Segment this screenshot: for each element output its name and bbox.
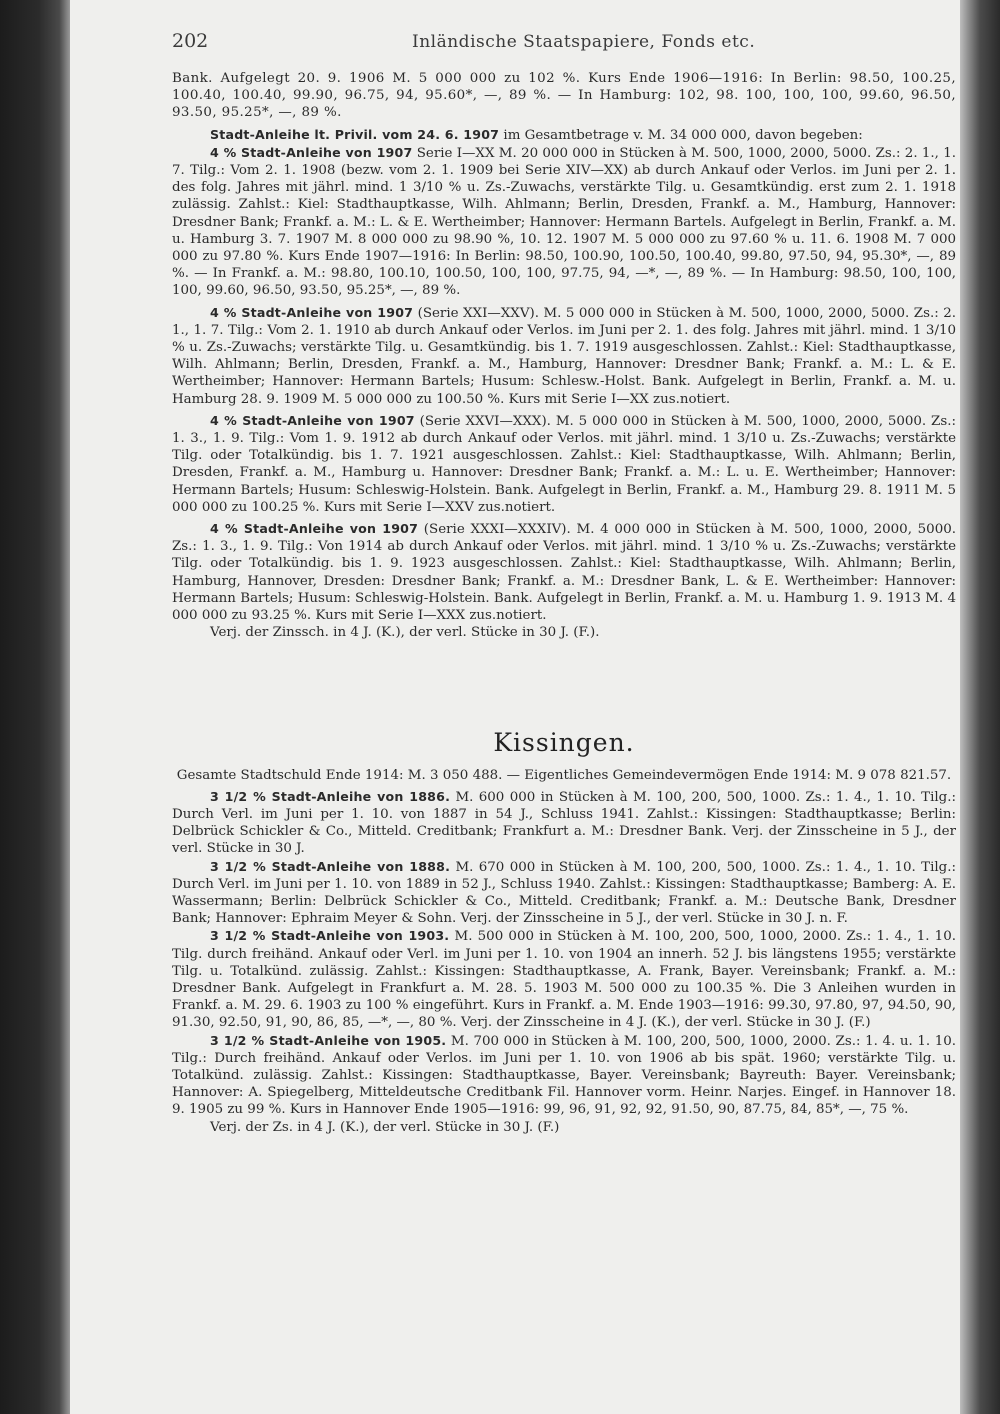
loan-kissingen-1886 <box>172 788 956 858</box>
privil-title: Stadt-Anleihe lt. Privil. vom 24. 6. 1907 <box>210 126 500 142</box>
loan2-text: (Serie XXI—XXV). M. 5 000 000 in Stücken à M. 500, 1000, 2000, 5000. Zs.: 2. 1., 1. 7. Tilg.: Vom 2. 1. 1910 ab durch Ankauf oder Verlos. im Juni per 2. 1. des folg. Jahres mit jährl. mind. 1 3/10 % u. Zs.-Zuwachs; verstärkte Tilg. u. Gesamtkündig. bis 1. 7. 1919 ausgeschlossen. Zahlst.: Kiel: Stadthauptkasse, Wilh. Ahlmann; Berlin, Dresden, Frankf. a. M., Hamburg, Hannover: Dresdner Bank; Frankf. a. M.: L. & E. Wertheimber; Hannover: Hermann Bartels; Husum: Schlesw.-Holst. Bank. Aufgelegt in Berlin, Frankf. a. M. u. Hamburg 28. 9. 1909 M. 5 000 000 zu 100.50 %. Kurs mit Serie I—XX zus.notiert. <box>172 305 956 407</box>
loan-1907-xxvi-xxx <box>172 412 956 516</box>
loan-kissingen-1903 <box>172 927 956 1031</box>
loan3-title: 4 % Stadt-Anleihe von 1907 <box>210 412 415 428</box>
loan4-title: 4 % Stadt-Anleihe von 1907 <box>210 521 419 537</box>
city-heading: Kissingen. <box>493 727 635 757</box>
privil-paragraph <box>172 126 956 144</box>
k1888-title: 3 1/2 % Stadt-Anleihe von 1888. <box>210 858 451 874</box>
k1905-title: 3 1/2 % Stadt-Anleihe von 1905. <box>210 1032 447 1048</box>
loan-1907-xxxi-xxxiv <box>172 520 956 624</box>
scan-right-margin <box>960 0 1000 1414</box>
loan2-title: 4 % Stadt-Anleihe von 1907 <box>210 304 414 320</box>
k1888-text: M. 670 000 in Stücken à M. 100, 200, 500, 1000. Zs.: 1. 4., 1. 10. Tilg.: Durch Verl. im Juni per 1. 10. von 1889 in 52 J., Schluss 1940. Zahlst.: Kissingen: Stadthauptkasse; Bamberg: A. E. Wassermann; Berlin: Delbrück Schickler & Co., Mitteld. Creditbank; Frankf. a. M.: Deutsche Bank, Dresdner Bank; Hannover: Ephraim Meyer & Sohn. Verj. der Zinsscheine in 5 J., der verl. Stücke in 30 J. n. F. <box>172 859 956 927</box>
loan4-text: (Serie XXXI—XXXIV). M. 4 000 000 in Stücken à M. 500, 1000, 2000, 5000. Zs.: 1. 3., 1. 9. Tilg.: Von 1914 ab durch Ankauf oder Verlos. mit jährl. mind. 1 3/10 % u. Zs.-Zuwachs; verstärkte Tilg. oder Totalkündig. bis 1. 9. 1923 ausgeschlossen. Zahlst.: Kiel: Stadthauptkasse, Wilh. Ahlmann; Berlin, Hamburg, Hannover, Dresden: Dresdner Bank; Frankf. a. M.: Dresdner Bank, L. & E. Wertheimber: Hannover: Hermann Bartels; Husum: Schleswig-Holstein. Bank. Aufgelegt in Berlin, Frankf. a. M. u. Hamburg 1. 9. 1913 M. 4 000 000 zu 93.25 %. Kurs mit Serie I—XXX zus.notiert. <box>172 522 956 624</box>
bank-notice: Bank. Aufgelegt 20. 9. 1906 M. 5 000 000 zu 102 %. Kurs Ende 1906—1916: In Berlin: 98.50, 100.25, 100.40, 100.40, 99.90, 96.75, 94, 95.60*, —, 89 %. — In Hamburg: 102, 98. 100, 100, 100, 99.60, 96.50, 93.50, 95.25*, —, 89 %. <box>172 71 956 121</box>
k1903-title: 3 1/2 % Stadt-Anleihe von 1903. <box>210 928 450 944</box>
page-content <box>172 70 956 1410</box>
loan1-text: Serie I—XX M. 20 000 000 in Stücken à M. 500, 1000, 2000, 5000. Zs.: 2. 1., 1. 7. Tilg.: Vom 2. 1. 1908 (bezw. vom 2. 1. 1909 bei Serie XIV—XX) ab durch Ankauf oder Verlos. im Juni per 2. 1. des folg. Jahres mit jährl. mind. 1 3/10 % u. Zs.-Zuwachs, verstärkte Tilg. u. Gesamtkündig. erst zum 2. 1. 1918 zulässig. Zahlst.: Kiel: Stadthauptkasse, Wilh. Ahlmann; Berlin, Dresden, Frankf. a. M., Hamburg, Hannover: Dresdner Bank; Frankf. a. M.: L. & E. Wertheimber; Hannover: Hermann Bartels. Aufgelegt in Berlin, Frankf. a. M. u. Hamburg 3. 7. 1907 M. 8 000 000 zu 98.90 %, 10. 12. 1907 M. 5 000 000 zu 97.60 % u. 11. 6. 1908 M. 7 000 000 zu 97.80 %. Kurs Ende 1907—1916: In Berlin: 98.50, 100.90, 100.50, 100.40, 99.80, 97.50, 94, 95.30*, —, 89 %. — In Frankf. a. M.: 98.80, 100.10, 100.50, 100, 100, 97.75, 94, —*, —, 89 %. — In Hamburg: 98.50, 100, 100, 100, 99.60, 96.50, 93.50, 95.25*, —, 89 %. <box>172 145 956 299</box>
privil-text: im Gesamtbetrage v. M. 34 000 000, davon begeben: <box>499 127 863 143</box>
loan-kissingen-1888 <box>172 858 956 928</box>
loan-1907-xxi-xxv <box>172 304 956 408</box>
running-title: Inländische Staatspapiere, Fonds etc. <box>412 32 756 52</box>
loan1-title: 4 % Stadt-Anleihe von 1907 <box>210 144 413 160</box>
loan3-text: (Serie XXVI—XXX). M. 5 000 000 in Stücken à M. 500, 1000, 2000, 5000. Zs.: 1. 3., 1. 9. Tilg.: Vom 1. 9. 1912 ab durch Ankauf oder Verlos. mit jährl. mind. 1 3/10 u. Zs.-Zuwachs; verstärkte Tilg. oder Totalkündig. bis 1. 7. 1921 ausgeschlossen. Zahlst.: Kiel: Stadthauptkasse, Wilh. Ahlmann; Berlin, Dresden, Frankf. a. M., Hamburg u. Hannover: Dresdner Bank; Frankf. a. M.: L. u. E. Wertheimber; Hannover: Hermann Bartels; Husum: Schleswig-Holstein. Bank. Aufgelegt in Berlin, Frankf. a. M., Hamburg 29. 8. 1911 M. 5 000 000 zu 100.25 %. Kurs mit Serie I—XXV zus.notiert. <box>172 413 956 515</box>
k1905-text: M. 700 000 in Stücken à M. 100, 200, 500, 1000, 2000. Zs.: 1. 4. u. 1. 10. Tilg.: Durch freihänd. Ankauf oder Verlos. im Juni per 1. 10. von 1906 ab bis spät. 1960; verstärkte Tilg. u. Totalkünd. zulässig. Zahlst.: Kissingen: Stadthauptkasse, Bayer. Vereinsbank; Bayreuth: Bayer. Vereinsbank; Hannover: A. Spiegelberg, Mitteldeutsche Creditbank Fil. Hannover vorm. Heinr. Narjes. Eingef. in Hannover 18. 9. 1905 zu 99 %. Kurs in Hannover Ende 1905—1916: 99, 96, 91, 92, 92, 91.50, 90, 87.75, 84, 85*, —, 75 %. <box>172 1033 956 1118</box>
loan-kissingen-1905 <box>172 1032 956 1119</box>
page-number: 202 <box>172 30 209 52</box>
verj-final: Verj. der Zs. in 4 J. (K.), der verl. Stücke in 30 J. (F.) <box>210 1119 560 1135</box>
loan-1907-i-xx <box>172 144 956 300</box>
k1886-text: M. 600 000 in Stücken à M. 100, 200, 500, 1000. Zs.: 1. 4., 1. 10. Tilg.: Durch Verl. im Juni per 1. 10. von 1887 in 54 J., Schluss 1941. Zahlst.: Kissingen: Stadthauptkasse; Berlin: Delbrück Schickler & Co., Mitteld. Creditbank; Frankfurt a. M.: Dresdner Bank. Verj. der Zinsscheine in 5 J., der verl. Stücke in 30 J. <box>172 789 956 857</box>
k1886-title: 3 1/2 % Stadt-Anleihe von 1886. <box>210 788 451 804</box>
verj-kiel: Verj. der Zinssch. in 4 J. (K.), der verl. Stücke in 30 J. (F.). <box>210 625 600 641</box>
k1903-text: M. 500 000 in Stücken à M. 100, 200, 500, 1000, 2000. Zs.: 1. 4., 1. 10. Tilg. durch freihänd. Ankauf oder Verl. im Juni per 1. 10. von 1904 an innerh. 52 J. bis längstens 1955; verstärkte Tilg. u. Totalkünd. zulässig. Zahlst.: Kissingen: Stadthauptkasse, A. Frank, Bayer. Vereinsbank; Frankf. a. M.: Dresdner Bank. Aufgelegt in Frankfurt a. M. 28. 5. 1903 M. 500 000 zu 100.35 %. Die 3 Anleihen wurden in Frankf. a. M. 29. 6. 1903 zu 100 % eingeführt. Kurs in Frankf. a. M. Ende 1903—1916: 99.30, 97.80, 97, 94.50, 90, 91.30, 92.50, 91, 90, 86, 85, —*, —, 80 %. Verj. der Zinsscheine in 4 J. (K.), der verl. Stücke in 30 J. (F.) <box>172 929 956 1031</box>
scan-left-margin <box>0 0 70 1414</box>
running-header <box>172 30 942 56</box>
debt-summary: Gesamte Stadtschuld Ende 1914: M. 3 050 488. — Eigentliches Gemeindevermögen Ende 1914: M. 9 078 821.57. <box>176 767 952 783</box>
